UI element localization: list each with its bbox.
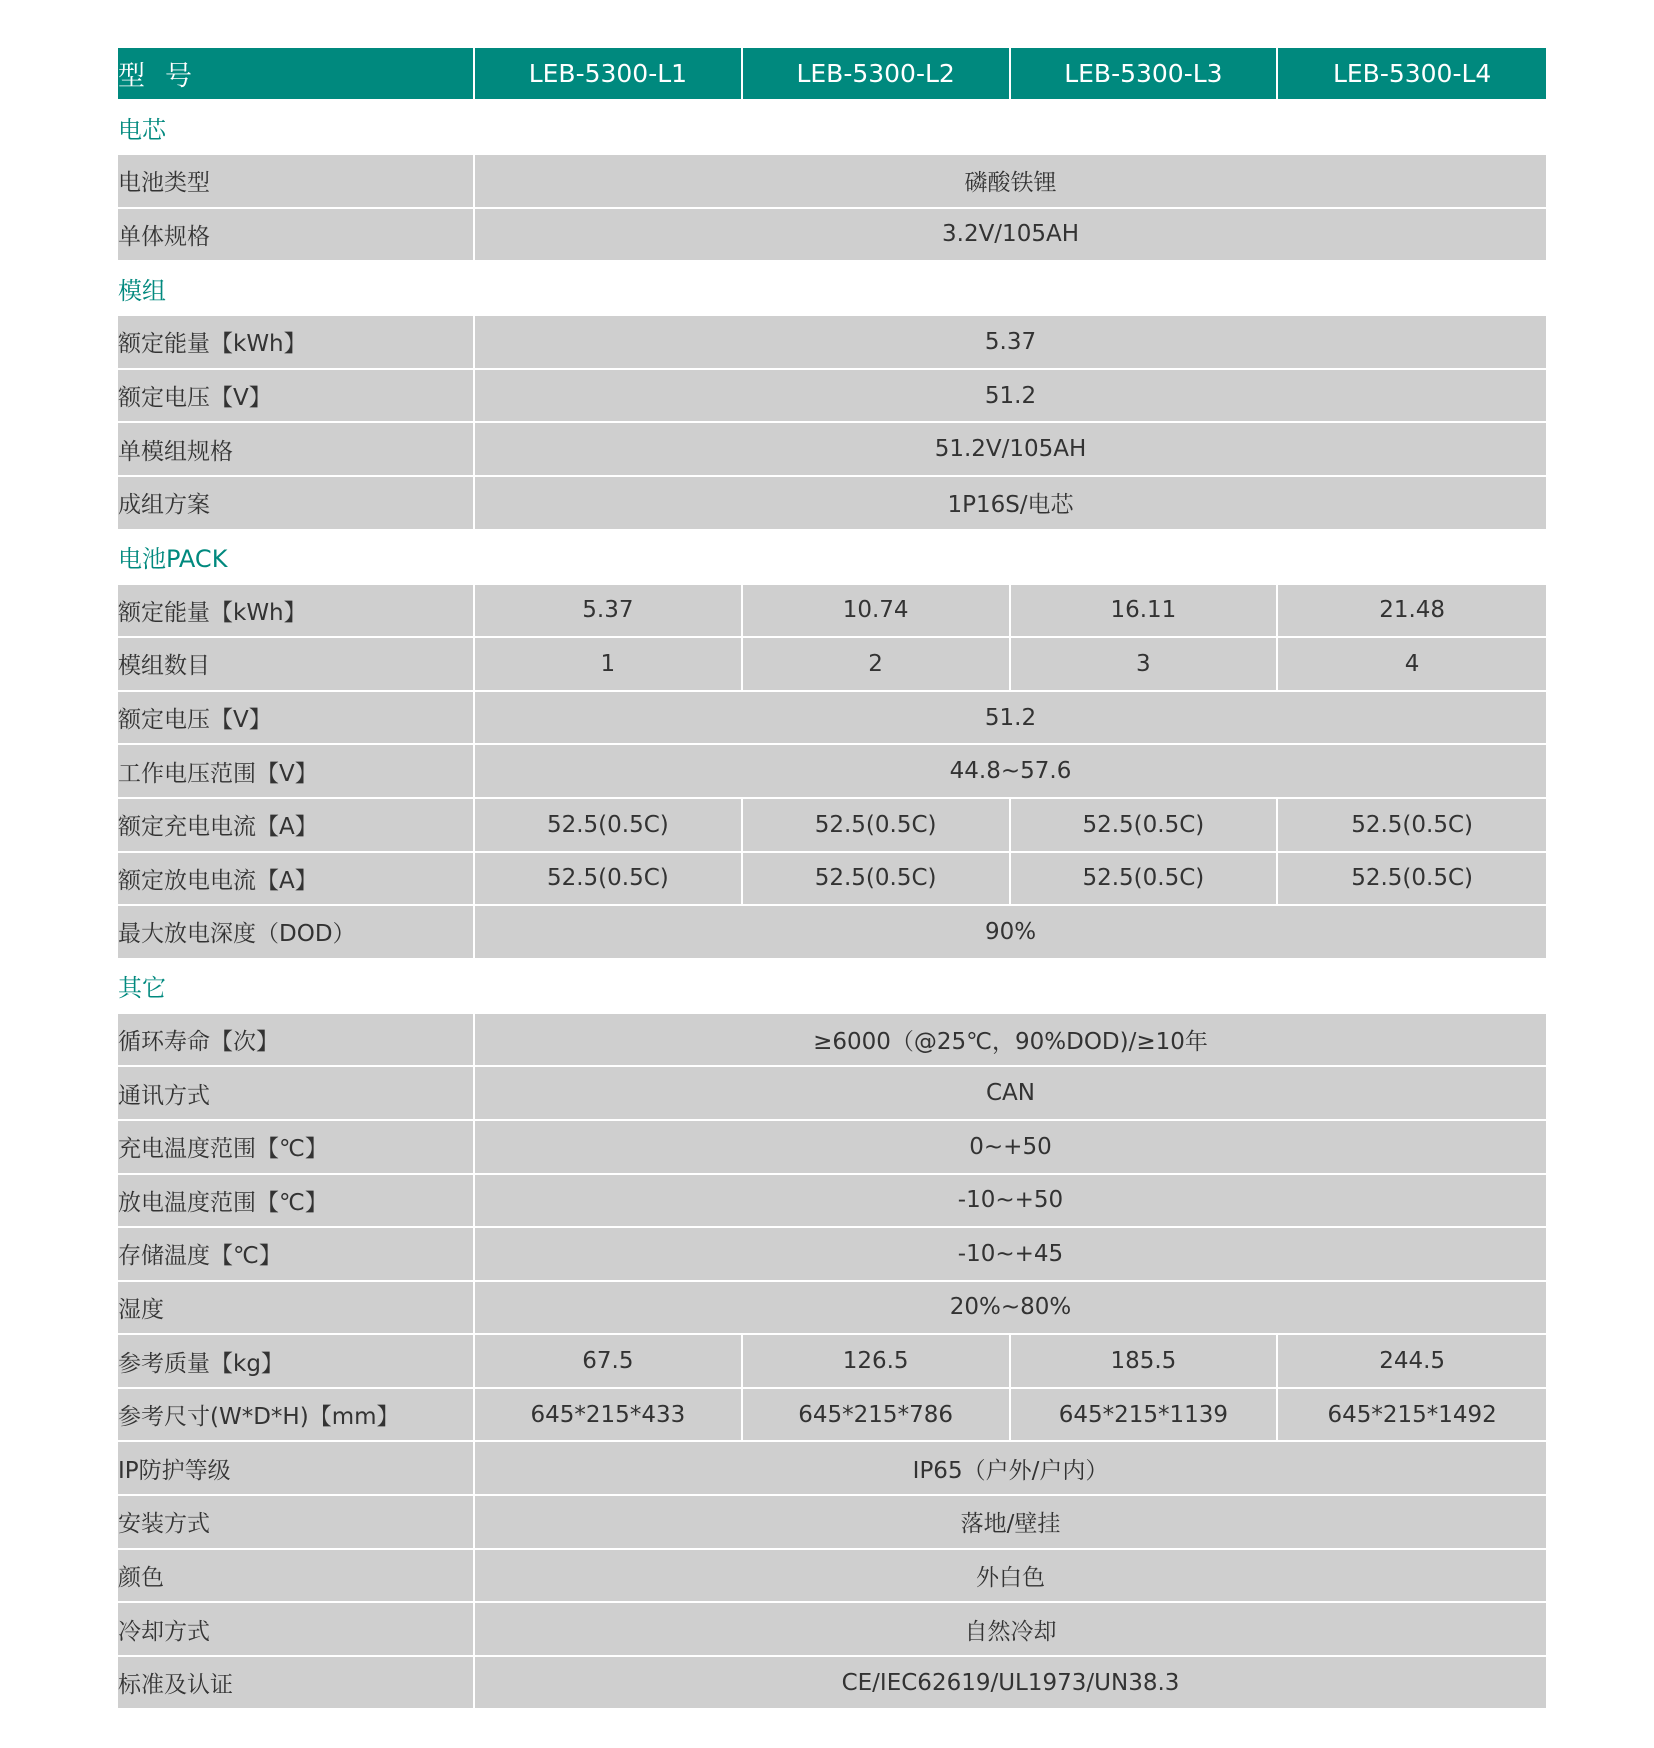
spec-row (118, 1550, 1546, 1604)
spec-row (118, 1175, 1546, 1229)
spec-value: 20%~80% (475, 1282, 1546, 1336)
spec-row (118, 585, 1546, 639)
spec-row (118, 745, 1546, 799)
spec-label: 额定充电电流【A】 (118, 799, 475, 853)
spec-value: 52.5(0.5C) (1278, 853, 1546, 907)
spec-body (118, 101, 1546, 1710)
section-row (118, 262, 1546, 316)
spec-value: 51.2V/105AH (475, 423, 1546, 477)
spec-label: 通讯方式 (118, 1067, 475, 1121)
header-row (118, 48, 1546, 101)
spec-label: 放电温度范围【℃】 (118, 1175, 475, 1229)
spec-value: 5.37 (475, 585, 743, 639)
spec-row (118, 799, 1546, 853)
spec-value: -10~+50 (475, 1175, 1546, 1229)
spec-label: 单体规格 (118, 209, 475, 263)
spec-value: 外白色 (475, 1550, 1546, 1604)
model-name: LEB-5300-L2 (743, 48, 1011, 101)
spec-row (118, 853, 1546, 907)
model-name: LEB-5300-L4 (1278, 48, 1546, 101)
section-row (118, 531, 1546, 585)
spec-label: 成组方案 (118, 477, 475, 531)
spec-label: 工作电压范围【V】 (118, 745, 475, 799)
spec-value: 10.74 (743, 585, 1011, 639)
spec-row (118, 1442, 1546, 1496)
model-label: 型号 (118, 48, 475, 101)
spec-value: -10~+45 (475, 1228, 1546, 1282)
spec-row (118, 1282, 1546, 1336)
spec-label: 模组数目 (118, 638, 475, 692)
spec-row (118, 370, 1546, 424)
spec-value: 自然冷却 (475, 1603, 1546, 1657)
spec-label: 参考尺寸(W*D*H)【mm】 (118, 1389, 475, 1443)
spec-label: 颜色 (118, 1550, 475, 1604)
spec-row (118, 1496, 1546, 1550)
spec-row (118, 155, 1546, 209)
section-title: 电芯 (118, 101, 1546, 155)
section-title: 电池PACK (118, 531, 1546, 585)
section-row (118, 101, 1546, 155)
spec-label: 标准及认证 (118, 1657, 475, 1711)
spec-value: 3.2V/105AH (475, 209, 1546, 263)
spec-label: 额定电压【V】 (118, 370, 475, 424)
spec-row (118, 1067, 1546, 1121)
spec-label: 存储温度【℃】 (118, 1228, 475, 1282)
spec-value: 52.5(0.5C) (1011, 799, 1279, 853)
spec-table (118, 48, 1546, 1710)
spec-value: CE/IEC62619/UL1973/UN38.3 (475, 1657, 1546, 1711)
spec-value: 44.8~57.6 (475, 745, 1546, 799)
spec-value: 52.5(0.5C) (1011, 853, 1279, 907)
spec-row (118, 1657, 1546, 1711)
spec-value: 244.5 (1278, 1335, 1546, 1389)
spec-label: 充电温度范围【℃】 (118, 1121, 475, 1175)
spec-label: 额定能量【kWh】 (118, 316, 475, 370)
spec-value: CAN (475, 1067, 1546, 1121)
spec-row (118, 1389, 1546, 1443)
spec-value: 52.5(0.5C) (475, 853, 743, 907)
spec-label: 单模组规格 (118, 423, 475, 477)
spec-value: 52.5(0.5C) (743, 853, 1011, 907)
spec-value: ≥6000（@25℃，90%DOD)/≥10年 (475, 1014, 1546, 1068)
spec-value: 126.5 (743, 1335, 1011, 1389)
spec-value: IP65（户外/户内） (475, 1442, 1546, 1496)
spec-label: 安装方式 (118, 1496, 475, 1550)
spec-row (118, 638, 1546, 692)
spec-value: 51.2 (475, 692, 1546, 746)
model-name: LEB-5300-L3 (1011, 48, 1279, 101)
spec-label: 额定放电电流【A】 (118, 853, 475, 907)
spec-value: 1P16S/电芯 (475, 477, 1546, 531)
spec-row (118, 477, 1546, 531)
spec-value: 52.5(0.5C) (1278, 799, 1546, 853)
section-title: 其它 (118, 960, 1546, 1014)
spec-row (118, 1228, 1546, 1282)
spec-label: 湿度 (118, 1282, 475, 1336)
spec-value: 1 (475, 638, 743, 692)
spec-value: 4 (1278, 638, 1546, 692)
section-row (118, 960, 1546, 1014)
spec-label: 冷却方式 (118, 1603, 475, 1657)
spec-value: 0~+50 (475, 1121, 1546, 1175)
spec-row (118, 692, 1546, 746)
spec-row (118, 1121, 1546, 1175)
spec-value: 185.5 (1011, 1335, 1279, 1389)
spec-value: 52.5(0.5C) (743, 799, 1011, 853)
spec-value: 52.5(0.5C) (475, 799, 743, 853)
spec-value: 645*215*433 (475, 1389, 743, 1443)
spec-label: 额定能量【kWh】 (118, 585, 475, 639)
spec-row (118, 316, 1546, 370)
spec-row (118, 1335, 1546, 1389)
spec-label: IP防护等级 (118, 1442, 475, 1496)
model-name: LEB-5300-L1 (475, 48, 743, 101)
spec-value: 3 (1011, 638, 1279, 692)
spec-label: 参考质量【kg】 (118, 1335, 475, 1389)
spec-value: 磷酸铁锂 (475, 155, 1546, 209)
spec-label: 最大放电深度（DOD） (118, 906, 475, 960)
section-title: 模组 (118, 262, 1546, 316)
spec-value: 16.11 (1011, 585, 1279, 639)
spec-row (118, 906, 1546, 960)
spec-label: 额定电压【V】 (118, 692, 475, 746)
spec-value: 645*215*1139 (1011, 1389, 1279, 1443)
spec-label: 循环寿命【次】 (118, 1014, 475, 1068)
spec-value: 90% (475, 906, 1546, 960)
spec-value: 21.48 (1278, 585, 1546, 639)
spec-value: 645*215*1492 (1278, 1389, 1546, 1443)
spec-label: 电池类型 (118, 155, 475, 209)
spec-row (118, 423, 1546, 477)
spec-row (118, 1014, 1546, 1068)
spec-value: 落地/壁挂 (475, 1496, 1546, 1550)
spec-value: 51.2 (475, 370, 1546, 424)
spec-row (118, 209, 1546, 263)
spec-value: 2 (743, 638, 1011, 692)
spec-value: 5.37 (475, 316, 1546, 370)
spec-value: 645*215*786 (743, 1389, 1011, 1443)
spec-row (118, 1603, 1546, 1657)
spec-value: 67.5 (475, 1335, 743, 1389)
